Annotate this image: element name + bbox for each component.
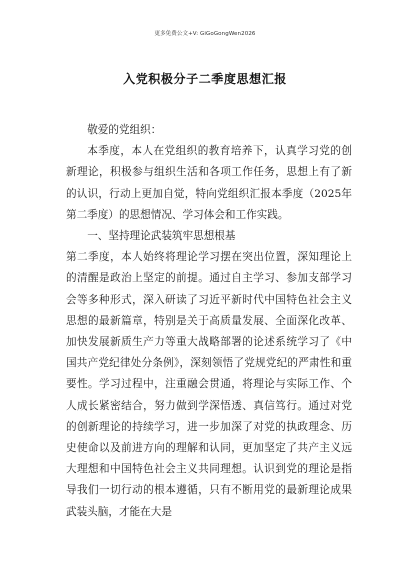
section-heading: 一、坚持理论武装筑牢思想根基 [87, 230, 236, 243]
document-body [66, 120, 352, 523]
salutation: 敬爱的党组织： [87, 124, 162, 136]
document-title: 入党积极分子二季度思想汇报 [123, 72, 287, 86]
intro-paragraph: 本季度，本人在党组织的教育培养下，认真学习党的创新理论，积极参与组织生活和各项工作任务，思想上有了新的认识，行动上更加自觉，特向党组织汇报本季度（2025年第二季度）的思想情况、学习体会和工作实践。 [66, 145, 352, 221]
header-note: 更多免费公文+V: GiGoGongWen2026 [154, 31, 256, 37]
section-paragraph: 第二季度，本人始终将理论学习摆在突出位置，深知理论上的清醒是政治上坚定的前提。通过自主学习、参加支部学习会等多种形式，深入研读了习近平新时代中国特色社会主义思想的最新篇章，特别是关于高质量发展、全面深化改革、加快发展新质生产力等重大战略部署的论述系统学习了《中国共产党纪律处分条例》，深刻领悟了党规党纪的严肃性和重要性。学习过程中，注重融会贯通，将理论与实际工作、个人成长紧密结合，努力做到学深悟透、真信笃行。通过对党的创新理论的持续学习，进一步加深了对党的执政理念、历史使命以及前进方向的理解和认同，更加坚定了共产主义远大理想和中国特色社会主义共同理想。认识到党的理论是指导我们一切行动的根本遵循，只有不断用党的最新理论成果武装头脑，才能在大是 [66, 251, 352, 518]
